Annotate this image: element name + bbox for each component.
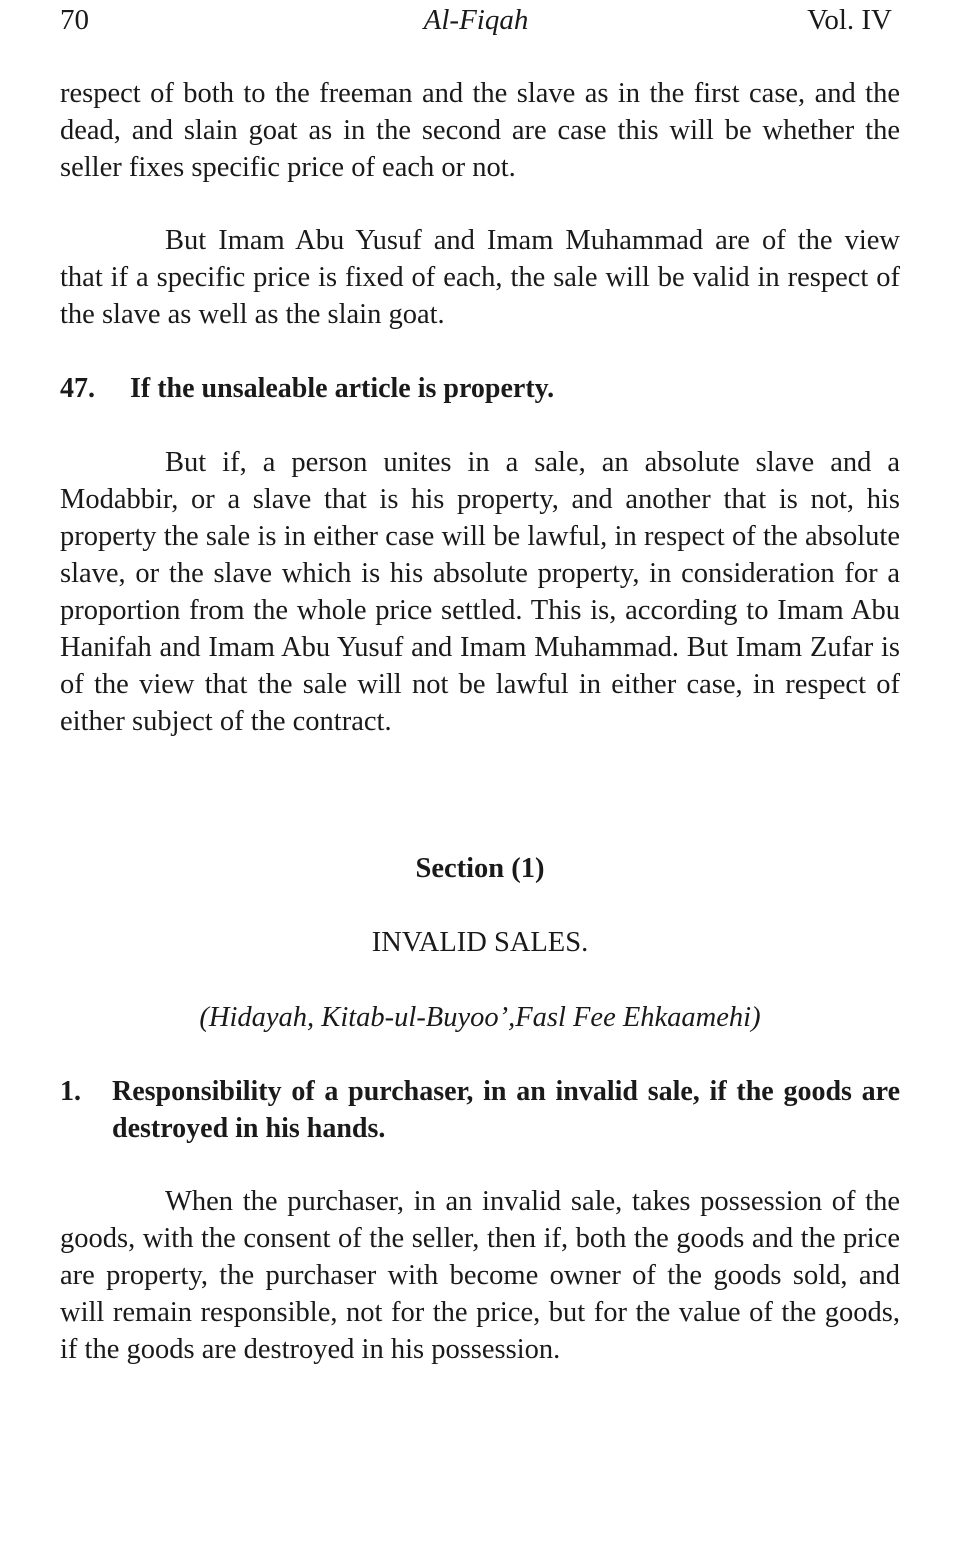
heading-47 [60,370,900,407]
paragraph-abu-yusuf-view: But Imam Abu Yusuf and Imam Muhammad are of the view that if a specific price is fixed of each, the sale will be valid in respect of the slave as well as the slain goat. [60,225,900,330]
page-number: 70 [60,4,89,36]
heading-1 [60,1073,900,1147]
heading-47-text: If the unsaleable article is property. [130,373,555,404]
heading-1-number: 1. [60,1076,81,1107]
source-reference: (Hidayah, Kitab-ul-Buyoo’,Fasl Fee Ehkaamehi) [199,1002,761,1033]
heading-1-text: Responsibility of a purchaser, in an invalid sale, if the goods are destroyed in his hands. [112,1076,900,1144]
book-title: Al-Fiqah [423,4,529,36]
paragraph-continuation: respect of both to the freeman and the slave as in the first case, and the dead, and slain goat as in the second are case this will be whether the seller fixes specific price of each or not. [60,78,900,183]
volume-label: Vol. IV [807,4,892,36]
paragraph-purchaser-responsibility: When the purchaser, in an invalid sale, takes possession of the goods, with the consent of the seller, then if, both the goods and the price are property, the purchaser with become owner of the goods sold, and will remain responsible, not for the price, but for the value of the goods, if the goods are destroyed in his possession. [60,1186,900,1365]
section-subtitle: INVALID SALES. [371,927,589,958]
paragraph-unsaleable-property: But if, a person unites in a sale, an absolute slave and a Modabbir, or a slave that is his property, and another that is not, his property the sale is in either case will be lawful, in respect of the absolute slave, or the slave which is his absolute property, in consideration for a proportion from the whole price settled. This is, according to Imam Abu Hanifah and Imam Abu Yusuf and Imam Muhammad. But Imam Zufar is of the view that the sale will not be lawful in either case, in respect of either subject of the contract. [60,447,900,737]
running-header [60,4,892,44]
heading-47-number: 47. [60,373,95,404]
section-title: Section (1) [415,853,545,884]
